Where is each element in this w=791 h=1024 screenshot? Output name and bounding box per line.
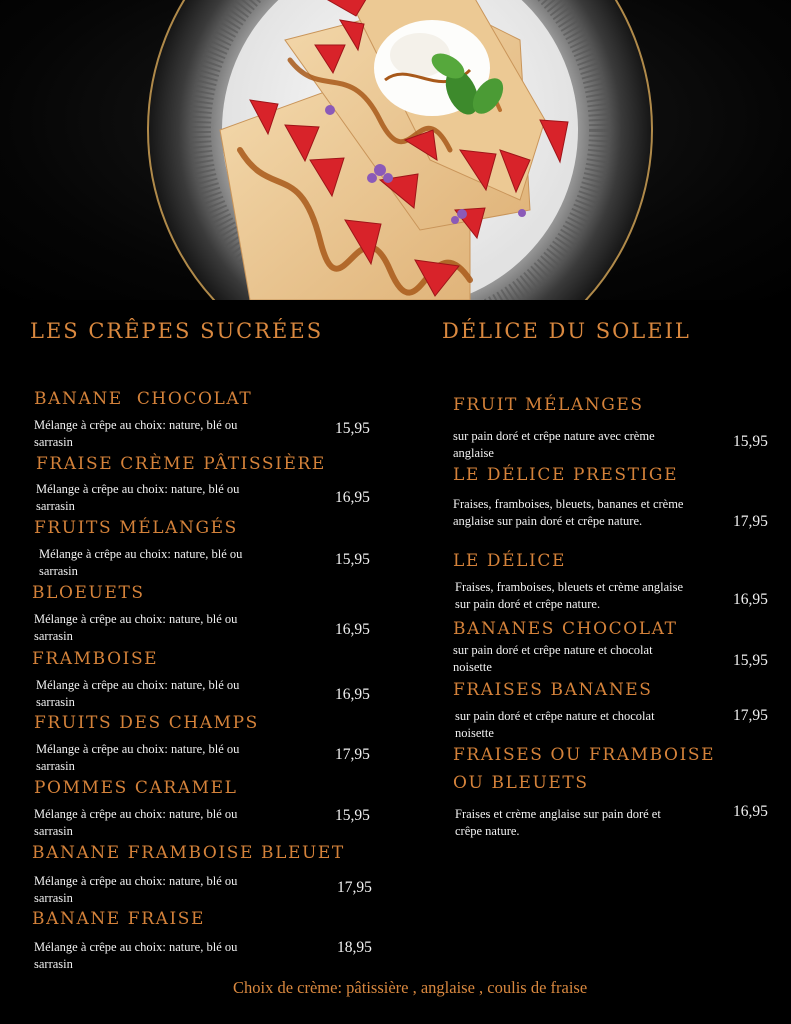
right-column-title: DÉLICE DU SOLEIL (442, 319, 691, 343)
menu-item-price: 17,95 (733, 707, 768, 724)
menu-item-title: FRAISES OU FRAMBOISE (453, 745, 716, 765)
menu-item-price: 17,95 (733, 513, 768, 530)
menu-item-description: Mélange à crêpe au choix: nature, blé ou sarrasin (36, 482, 240, 513)
menu-item-description: Fraises, framboises, bleuets, bananes et crème anglaise sur pain doré et crêpe nature. (453, 497, 684, 528)
menu-item-description: Mélange à crêpe au choix: nature, blé ou sarrasin (34, 874, 238, 905)
menu-item-title: FRAISES BANANES (453, 680, 653, 700)
menu-item-title: BANANE CHOCOLAT (34, 389, 253, 409)
menu-item-title: BANANE FRAMBOISE BLEUET (32, 843, 345, 863)
menu-item-title: BANANES CHOCOLAT (453, 619, 678, 639)
menu-item-price: 16,95 (335, 686, 370, 703)
menu-item-title: POMMES CARAMEL (34, 778, 238, 798)
menu-item-price: 15,95 (733, 652, 768, 669)
menu-item-title: FRAISE CRÈME PÂTISSIÈRE (36, 454, 326, 474)
menu-item-description: sur pain doré et crêpe nature avec crème anglaise (453, 429, 655, 460)
menu-item-title: BANANE FRAISE (32, 909, 206, 929)
menu-item-price: 16,95 (733, 591, 768, 608)
menu-item-description: Mélange à crêpe au choix: nature, blé ou sarrasin (34, 418, 238, 449)
crepe-plate-photo (0, 0, 791, 300)
menu-item-price: 18,95 (337, 939, 372, 956)
menu-item-price: 17,95 (335, 746, 370, 763)
menu-item-price: 15,95 (335, 420, 370, 437)
cream-choice-note: Choix de crème: pâtissière , anglaise , coulis de fraise (233, 978, 588, 997)
menu-item-price: 15,95 (733, 433, 768, 450)
menu-item-description: Fraises et crème anglaise sur pain doré et crêpe nature. (455, 807, 661, 838)
menu-item-description: Mélange à crêpe au choix: nature, blé ou sarrasin (34, 807, 238, 838)
menu-item-description: Mélange à crêpe au choix: nature, blé ou sarrasin (39, 547, 243, 578)
menu-item-description: Fraises, framboises, bleuets et crème anglaise sur pain doré et crêpe nature. (455, 580, 684, 611)
menu-item-title: FRUITS MÉLANGÉS (34, 518, 238, 538)
menu-item-price: 16,95 (335, 621, 370, 638)
menu-item-title: BLOEUETS (32, 583, 145, 603)
menu-item-description: sur pain doré et crêpe nature et chocolat noisette (453, 643, 653, 674)
menu-item-title: FRAMBOISE (32, 649, 159, 669)
menu-item-description: Mélange à crêpe au choix: nature, blé ou sarrasin (36, 678, 240, 709)
menu-item-description: Mélange à crêpe au choix: nature, blé ou sarrasin (34, 612, 238, 643)
menu-item-title: LE DÉLICE (453, 551, 566, 571)
menu-item-description: Mélange à crêpe au choix: nature, blé ou sarrasin (34, 940, 238, 971)
menu-item-price: 16,95 (335, 489, 370, 506)
menu-item-description: sur pain doré et crêpe nature et chocolat noisette (455, 709, 655, 740)
menu-item-description: Mélange à crêpe au choix: nature, blé ou sarrasin (36, 742, 240, 773)
menu-item-price: 16,95 (733, 803, 768, 820)
left-column-title: LES CRÊPES SUCRÉES (30, 319, 324, 343)
menu-item-price: 17,95 (337, 879, 372, 896)
menu-item-price: 15,95 (335, 551, 370, 568)
menu-item-title-continued: OU BLEUETS (453, 773, 589, 793)
menu-item-title: FRUITS DES CHAMPS (34, 713, 259, 733)
menu-item-title: FRUIT MÉLANGES (453, 395, 644, 415)
menu-item-price: 15,95 (335, 807, 370, 824)
menu-item-title: LE DÉLICE PRESTIGE (453, 465, 679, 485)
